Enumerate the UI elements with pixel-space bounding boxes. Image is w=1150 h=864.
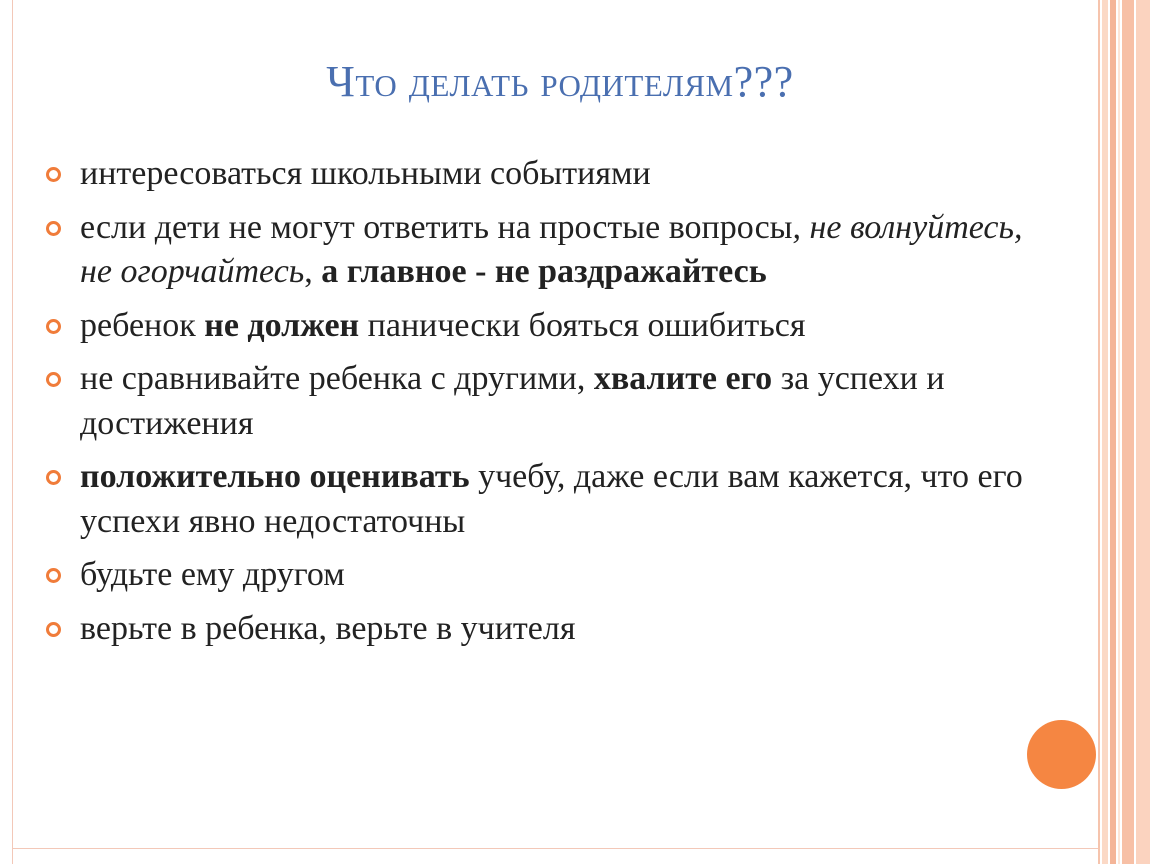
decorative-stripe (1122, 0, 1134, 864)
bullet-item (44, 455, 1044, 544)
bullet-text: будьте ему другом (80, 556, 345, 593)
bullet-circle-icon (46, 568, 61, 583)
bullet-circle-icon (46, 470, 61, 485)
bullet-item (44, 206, 1044, 295)
decorative-stripe (1136, 0, 1150, 864)
bullet-item (44, 607, 1044, 652)
bullet-text: если дети не могут ответить на простые вопросы (80, 208, 793, 246)
bullet-circle-icon (46, 221, 61, 236)
bullet-text: учебу, даже если вам кажется, что его успехи явно недостаточны (80, 458, 1023, 540)
bullet-text-bold: положительно оценивать (80, 458, 470, 495)
bullet-item (44, 553, 1044, 598)
bullet-circle-icon (46, 622, 61, 637)
bullet-item (44, 152, 1044, 197)
frame-bottom-line (12, 848, 1098, 849)
bullet-circle-icon (46, 319, 61, 334)
bullet-text: панически бояться ошибиться (359, 306, 806, 344)
decorative-stripe (1102, 0, 1108, 864)
bullet-circle-icon (46, 372, 61, 387)
bullet-text-bold: а главное - не раздражайтесь (321, 253, 767, 290)
bullet-text-bold: хвалите его (593, 360, 773, 397)
bullet-item (44, 304, 1044, 349)
bullet-text-italic: , не волнуйтесь, не огорчайтесь (80, 208, 1023, 290)
slide-title: Что делать родителям??? (326, 57, 794, 106)
bullet-text: за успехи и достижения (80, 360, 945, 442)
bullet-text: верьте в ребенка, верьте в учителя (80, 609, 576, 647)
bullet-list (44, 152, 1044, 660)
frame-left-line (12, 0, 13, 864)
bullet-text-bold: не должен (204, 306, 360, 344)
bullet-item (44, 357, 1044, 446)
bullet-text: ребенок (80, 306, 205, 344)
decorative-orange-circle (1027, 720, 1096, 789)
decorative-stripe (1098, 0, 1100, 864)
decorative-stripe (1118, 0, 1120, 864)
bullet-circle-icon (46, 167, 61, 182)
bullet-text: , (304, 253, 322, 290)
bullet-text: интересоваться школьными событиями (80, 155, 651, 192)
bullet-text: не сравнивайте ребенка с другими, (80, 360, 594, 397)
decorative-stripe (1110, 0, 1116, 864)
